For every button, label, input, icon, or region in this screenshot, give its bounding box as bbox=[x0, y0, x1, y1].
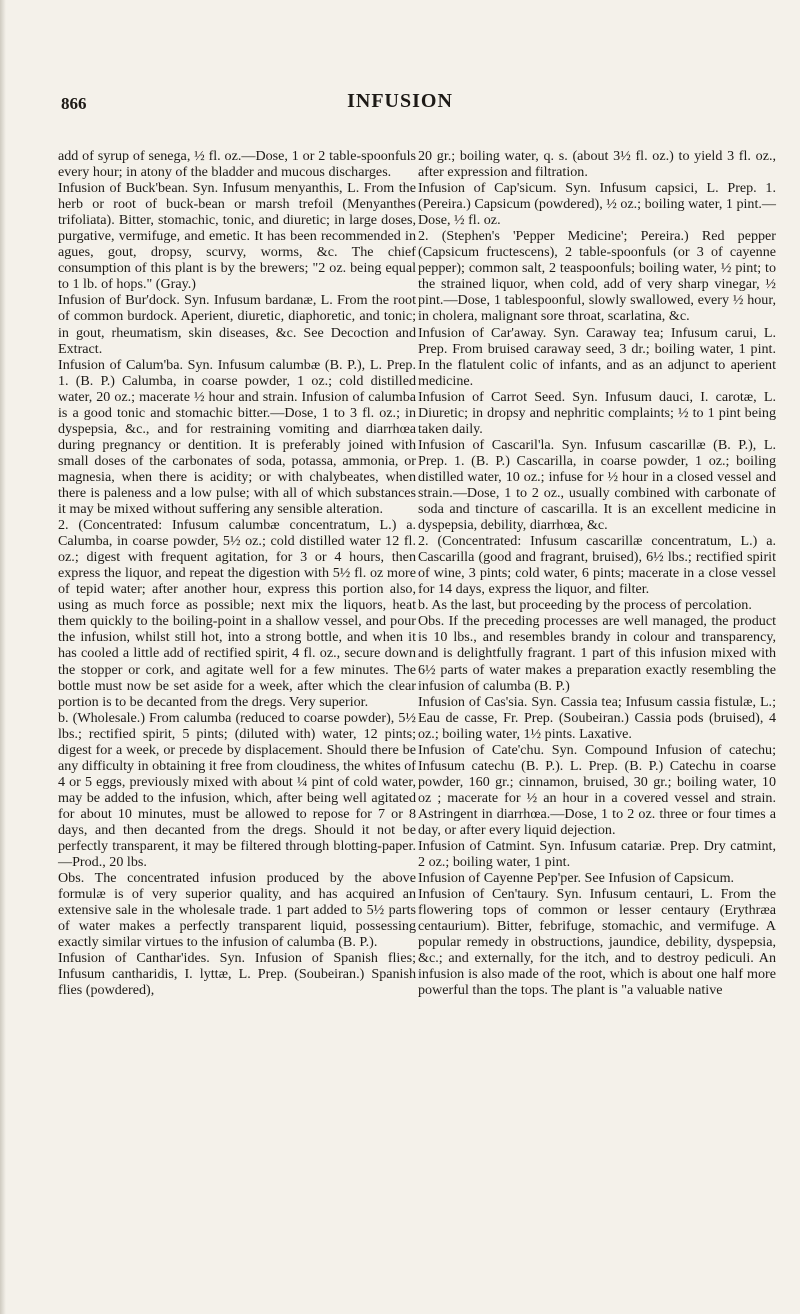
paragraph: 2. (Stephen's 'Pepper Medicine'; Pereira.) Red pepper (Capsicum fructescens), 2 table-spoonfuls (or 3 of cayenne pepper); common salt, 2 teaspoonfuls; boiling water, ½ pint; to the strained liquor, when cold, add of very sharp vinegar, ½ pint.—Dose, 1 tablespoonful, slowly swallowed, every ½ hour, in cholera, malignant sore throat, scarlatina, &c. bbox=[418, 228, 776, 325]
page-number: 866 bbox=[61, 94, 87, 113]
entry-catmint: Infusion of Catmint. Syn. Infusum catariæ. Prep. Dry catmint, 2 oz.; boiling water, 1 pint. bbox=[418, 838, 776, 871]
running-title: INFUSION bbox=[347, 90, 453, 112]
entry-centaury: Infusion of Cen'taury. Syn. Infusum centauri, L. From the flowering tops of common or lesser centaury (Erythræa centaurium). Bitter, febrifuge, stomachic, and vermifuge. A popular remedy in obstructions, jaundice, debility, dyspepsia, &c.; and externally, for the itch, and to destroy pediculi. An infusion is also made of the root, which is about one half more powerful than the tops. The plant is "a valuable native bbox=[418, 886, 776, 999]
entry-burdock: Infusion of Bur'dock. Syn. Infusum bardanæ, L. From the root of common burdock. Aperient, diuretic, diaphoretic, and tonic; in gout, rheumatism, skin diseases, &c. See Decoction and Extract. bbox=[58, 292, 416, 357]
paragraph: 20 gr.; boiling water, q. s. (about 3½ fl. oz.) to yield 3 fl. oz., after expression and filtration. bbox=[418, 148, 776, 181]
entry-carrot-seed: Infusion of Carrot Seed. Syn. Infusum dauci, I. carotæ, L. Diuretic; in dropsy and nephritic complaints; ½ to 1 pint being taken daily. bbox=[418, 388, 776, 437]
page-edge-shadow bbox=[0, 0, 6, 1314]
entry-cantharides: Infusion of Canthar'ides. Syn. Infusion of Spanish flies; Infusum cantharidis, I. lyttæ, L. Prep. (Soubeiran.) Spanish flies (powdered), bbox=[58, 950, 416, 999]
paragraph: add of syrup of senega, ½ fl. oz.—Dose, 1 or 2 table-spoonfuls every hour; in atony of the bladder and mucous discharges. bbox=[58, 148, 416, 181]
observation: Obs. If the preceding processes are well managed, the product is 10 lbs., and resembles brandy in colour and transparency, and is delightfully fragrant. 1 part of this infusion mixed with 6½ parts of water makes a preparation exactly resembling the infusion of calumba (B. P.) bbox=[418, 613, 776, 694]
entry-cassia: Infusion of Cas'sia. Syn. Cassia tea; Infusum cassia fistulæ, L.; Eau de casse, Fr. Prep. (Soubeiran.) Cassia pods (bruised), 4 oz.; boiling water, 1½ pints. Laxative. bbox=[418, 693, 776, 742]
left-column bbox=[58, 148, 416, 998]
paragraph: 2. (Concentrated: Infusum cascarillæ concentratum, L.) a. Cascarilla (good and fragrant, bruised), 6½ lbs.; rectified spirit of wine, 3 pints; cold water, 6 pints; macerate in a close vessel for 14 days, express the liquor, and filter. bbox=[418, 533, 776, 598]
paragraph: b. As the last, but proceeding by the process of percolation. bbox=[418, 597, 752, 614]
entry-calumba: Infusion of Calum'ba. Syn. Infusum calumbæ (B. P.), L. Prep. 1. (B. P.) Calumba, in coarse powder, 1 oz.; cold distilled water, 20 oz.; macerate ½ hour and strain. Infusion of calumba is a good tonic and stomachic bitter.—Dose, 1 to 3 fl. oz.; in dyspepsia, &c., and for restraining vomiting and diarrhœa during pregnancy or dentition. It is preferably joined with small doses of the carbonates of soda, potassa, ammonia, or magnesia, when there is acidity; or with chalybeates, when there is paleness and a low pulse; with all of which substances it may be mixed without suffering any sensible alteration. bbox=[58, 356, 416, 518]
entry-caraway: Infusion of Car'away. Syn. Caraway tea; Infusum carui, L. Prep. From bruised caraway seed, 3 dr.; boiling water, 1 pint. In the flatulent colic of infants, and as an adjunct to aperient medicine. bbox=[418, 324, 776, 389]
entry-buckbean: Infusion of Buck'bean. Syn. Infusum menyanthis, L. From the herb or root of buck-bean or marsh trefoil (Menyanthes trifoliata). Bitter, stomachic, tonic, and diuretic; in large doses, purgative, vermifuge, and emetic. It has been recommended in agues, gout, dropsy, scurvy, worms, &c. The chief consumption of this plant is by the brewers; "2 oz. being equal to 1 lb. of hops." (Gray.) bbox=[58, 180, 416, 293]
entry-cascarilla: Infusion of Cascaril'la. Syn. Infusum cascarillæ (B. P.), L. Prep. 1. (B. P.) Cascarilla, in coarse powder, 1 oz.; boiling distilled water, 10 oz.; infuse for ½ hour in a closed vessel and strain.—Dose, 1 to 2 oz., usually combined with carbonate of soda and tincture of cascarilla. It is an excellent medicine in dyspepsia, debility, diarrhœa, &c. bbox=[418, 436, 776, 534]
entry-capsicum: Infusion of Cap'sicum. Syn. Infusum capsici, L. Prep. 1. (Pereira.) Capsicum (powdered), ½ oz.; boiling water, 1 pint.—Dose, ½ fl. oz. bbox=[418, 180, 776, 229]
running-header bbox=[0, 84, 800, 118]
paragraph: 2. (Concentrated: Infusum calumbæ concentratum, L.) a. Calumba, in coarse powder, 5½ oz.; cold distilled water 12 fl. oz.; digest with frequent agitation, for 3 or 4 hours, then express the liquor, and repeat the digestion with 5½ fl. oz more of tepid water; after another hour, express this portion also, using as much force as possible; next mix the liquors, heat them quickly to the boiling-point in a shallow vessel, and pour the infusion, whilst still hot, into a strong bottle, and when it has cooled a little add of rectified spirit, 4 fl. oz., secure down the stopper or cork, and agitate well for a few minutes. The bottle must now be set aside for a week, after which the clear portion is to be decanted from the dregs. Very superior. bbox=[58, 517, 416, 710]
right-column bbox=[418, 148, 776, 998]
observation: Obs. The concentrated infusion produced by the above formulæ is of very superior quality, and has acquired an extensive sale in the wholesale trade. 1 part added to 5½ parts of water makes a perfectly transparent liquid, possessing exactly similar virtues to the infusion of calumba (B. P.). bbox=[58, 870, 416, 951]
entry-cayenne-pepper: Infusion of Cayenne Pep'per. See Infusion of Capsicum. bbox=[418, 870, 735, 887]
entry-catechu: Infusion of Cate'chu. Syn. Compound Infusion of catechu; Infusum catechu (B. P.). L. Prep. (B. P.) Catechu in coarse powder, 160 gr.; cinnamon, bruised, 30 gr.; boiling water, 10 oz ; macerate for ½ an hour in a covered vessel and strain. Astringent in diarrhœa.—Dose, 1 to 2 oz. three or four times a day, or after every liquid dejection. bbox=[418, 741, 776, 838]
paragraph: b. (Wholesale.) From calumba (reduced to coarse powder), 5½ lbs.; rectified spirit, 5 pints; (diluted with) water, 12 pints; digest for a week, or precede by displacement. Should there be any difficulty in obtaining it free from cloudiness, the whites of 4 or 5 eggs, previously mixed with about ¼ pint of cold water, may be added to the infusion, which, after being well agitated for about 10 minutes, must be allowed to repose for 7 or 8 days, and then decanted from the dregs. Should it not be perfectly transparent, it may be filtered through blotting-paper.—Prod., 20 lbs. bbox=[58, 709, 416, 871]
